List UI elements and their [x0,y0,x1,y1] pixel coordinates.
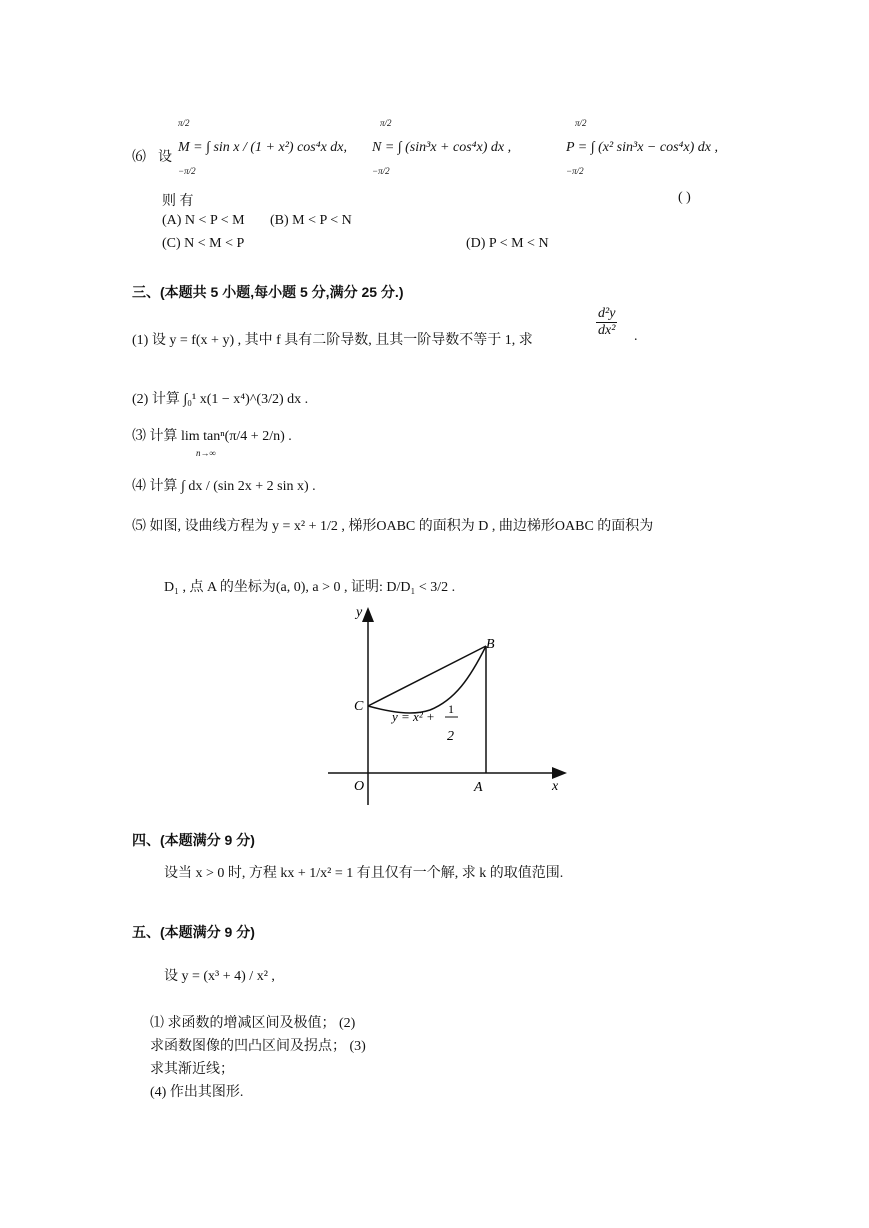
label-B: B [486,637,495,652]
q1-period: . [634,329,638,344]
lower-limit-N: −π/2 [372,166,390,176]
upper-limit-P: π/2 [575,118,587,128]
label-A: A [474,780,483,795]
curve-label: y = x² + [392,709,435,724]
integral-M: M = ∫ sin x / (1 + x²) cos⁴x dx, [178,140,348,155]
section-5-text: 设 y = (x³ + 4) / x² , [164,969,275,984]
answer-bracket: ( ) [678,190,691,205]
integral-P: P = ∫ (x² sin³x − cos⁴x) dx , [566,140,718,155]
then-label: 则 有 [162,194,194,209]
curve-frac-den: 2 [447,729,454,744]
section-4-text: 设当 x > 0 时, 方程 kx + 1/x² = 1 有且仅有一个解, 求 k 的取值范围. [164,866,564,881]
section-5-item-2: 求函数图像的凹凸区间及拐点； (3) [150,1039,366,1054]
section-3-heading: 三、(本题共 5 小题,每小题 5 分,满分 25 分.) [132,284,404,300]
trapezoid-figure [320,600,580,810]
q5-line-2: D₁ , 点 A 的坐标为(a, 0), a > 0 , 证明: D/D₁ < 3/2 . [164,580,456,595]
option-A: (A) N < P < M [162,213,245,228]
q5-line-1: ⑸ 如图, 设曲线方程为 y = x² + 1/2 , 梯形OABC 的面积为 D , 曲边梯形OABC 的面积为 [132,519,654,534]
lower-limit-P: −π/2 [566,166,584,176]
label-y: y [356,605,363,620]
option-B: (B) M < P < N [270,213,352,228]
q3-limit-sub: n→∞ [196,448,216,458]
q1-frac-den: dx² [598,323,616,338]
lower-limit-M: −π/2 [178,166,196,176]
q4-text: ⑷ 计算 ∫ dx / (sin 2x + 2 sin x) . [132,479,316,494]
integral-N: N = ∫ (sin³x + cos⁴x) dx , [372,140,512,155]
q1-text: (1) 设 y = f(x + y) , 其中 f 具有二阶导数, 且其一阶导数不等于 1, 求 [132,333,533,348]
label-C: C [354,699,364,714]
q2-text: (2) 计算 ∫₀¹ x(1 − x⁴)^(3/2) dx . [132,392,309,407]
q1-fraction [596,306,617,339]
section-5-item-3: 求其渐近线； [150,1062,234,1077]
option-D: (D) P < M < N [466,236,549,251]
q1-frac-num: d²y [598,306,616,321]
section-5-heading: 五、(本题满分 9 分) [132,924,255,940]
upper-limit-M: π/2 [178,118,190,128]
curve-frac-num: 1 [448,702,454,716]
parabola-curve [368,646,486,713]
section-5-item-4: (4) 作出其图形. [150,1085,244,1100]
label-x: x [552,779,559,794]
problem-6-number: ⑹ [132,150,146,165]
option-C: (C) N < M < P [162,236,245,251]
q3-text: ⑶ 计算 lim tanⁿ(π/4 + 2/n) . [132,429,292,444]
upper-limit-N: π/2 [380,118,392,128]
label-O: O [354,779,365,794]
problem-6-prefix: 设 [158,150,172,165]
section-4-heading: 四、(本题满分 9 分) [132,832,255,848]
section-5-item-1: ⑴ 求函数的增减区间及极值； (2) [150,1016,356,1031]
